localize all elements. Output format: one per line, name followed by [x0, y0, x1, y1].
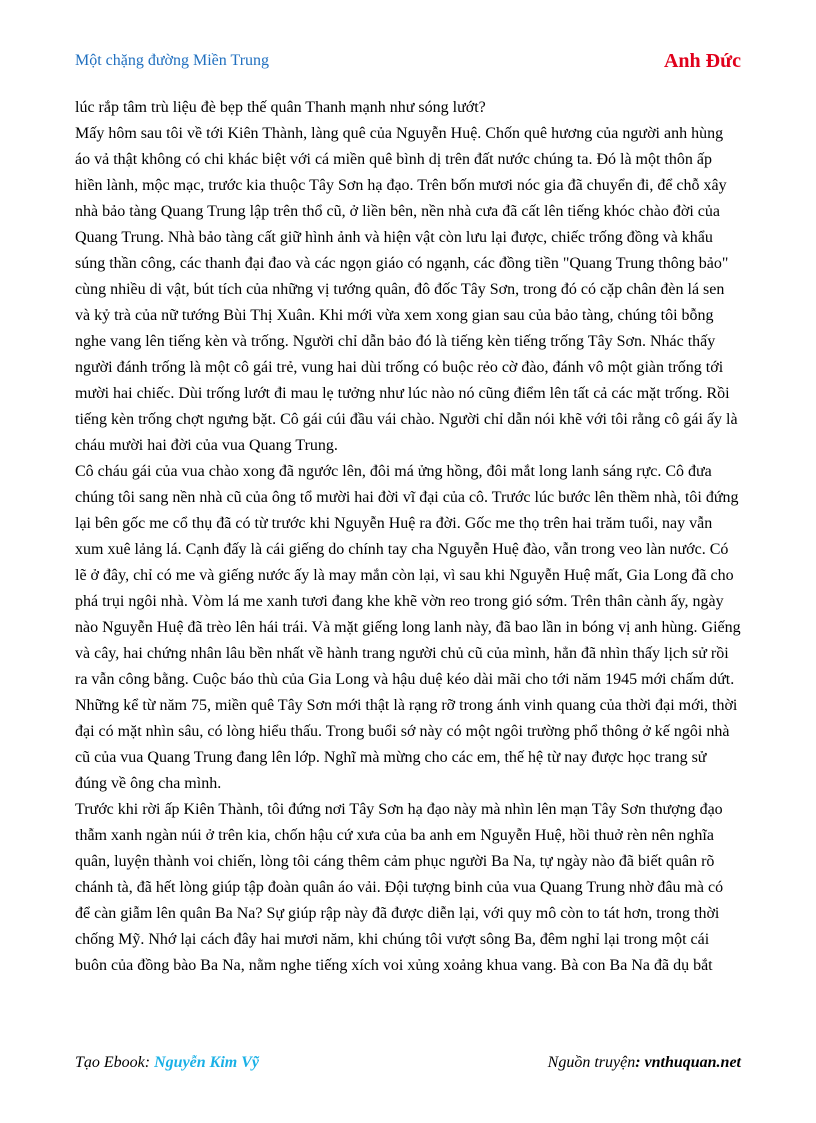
creator-separator: :: [144, 1054, 155, 1071]
paragraph: Cô cháu gái của vua chào xong đã ngước lên, đôi má ửng hồng, đôi mắt long lanh sáng rực. Cô đưa chúng tôi sang nền nhà cũ của ông tổ mười hai đời vĩ đại của cô. Trước lúc bước lên thềm nhà, tôi đứng lại bên gốc me cổ thụ đã có từ trước khi Nguyễn Huệ ra đời. Gốc me thọ trên hai trăm tuổi, nay vẫn xum xuê lảng lá. Cạnh đấy là cái giếng do chính tay cha Nguyễn Huệ đào, vẫn trong veo làn nước. Có lẽ ở đây, chỉ có me và giếng nước ấy là may mắn còn lại, vì sau khi Nguyễn Huệ mất, Gia Long đã cho phá trụi ngôi nhà. Vòm lá me xanh tươi đang khe khẽ vờn reo trong gió sớm. Trên thân cành ấy, ngày nào Nguyễn Huệ đã trèo lên hái trái. Và mặt giếng long lanh này, đã bao lần in bóng vị anh hùng. Giếng và cây, hai chứng nhân lâu bền nhất về hành trang người chủ cũ của mình, hẳn đã nhìn thấy lịch sử rồi ra vẫn công bằng. Cuộc báo thù của Gia Long và hậu duệ kéo dài mãi cho tới năm 1945 mới chấm dứt. Những kể từ năm 75, miền quê Tây Sơn mới thật là rạng rỡ trong ánh vinh quang của thời đại mới, thời đại có mặt nhìn sâu, có lòng hiểu thấu. Trong buổi sớ này có một ngôi trường phổ thông ở kế ngôi nhà cũ của vua Quang Trung đang lên lớp. Nghĩ mà mừng cho các em, thế hệ từ nay được học trang sử đúng về ông cha mình.: [75, 463, 741, 792]
creator-name: Nguyễn Kim Vỹ: [154, 1054, 259, 1071]
body-text: [75, 95, 741, 979]
source-site[interactable]: vnthuquan.net: [644, 1054, 741, 1071]
author-name: Anh Đức: [663, 50, 741, 72]
paragraph: lúc rắp tâm trù liệu đè bẹp thế quân Thanh mạnh như sóng lướt?: [75, 99, 486, 116]
source-separator: :: [635, 1054, 645, 1071]
book-title: Một chặng đường Miền Trung: [75, 52, 270, 69]
source-label: Nguồn truyện: [547, 1054, 636, 1071]
ebook-credit: [75, 1054, 259, 1072]
source-credit: [548, 1054, 741, 1072]
paragraph: Mấy hôm sau tôi về tới Kiên Thành, làng quê của Nguyễn Huệ. Chốn quê hương của người anh hùng áo vả thật không có chi khác biệt với cá miền quê bình dị trên đất nước chúng ta. Đó là một thôn ấp hiền lành, mộc mạc, trước kia thuộc Tây Sơn hạ đạo. Trên bốn mươi nóc gia đã chuyển đi, để chỗ xây nhà bảo tàng Quang Trung lập trên thổ cũ, ở liền bên, nền nhà cưa đã cất lên tiếng khóc chào đời của Quang Trung. Nhà bảo tàng cất giữ hình ảnh và hiện vật còn lưu lại được, chiếc trống đồng và khẩu súng thần công, các thanh đại đao và các ngọn giáo có ngạnh, các đồng tiền "Quang Trung thông bảo" cùng nhiều di vật, bút tích của những vị tướng quân, đô đốc Tây Sơn, trong đó có cặp chân đèn lá sen và kỷ trà của nữ tướng Bùi Thị Xuân. Khi mới vừa xem xong gian sau của bảo tàng, chúng tôi bỗng nghe vang lên tiếng kèn và trống. Người chỉ dẫn bảo đó là tiếng kèn tiếng trống Tây Sơn. Nhác thấy người đánh trống là một cô gái trẻ, vung hai dùi trống có buộc rẻo cờ đào, đánh vô một giàn trống tới mười hai chiếc. Dùi trống lướt đi mau lẹ tưởng như lúc nào nó cũng điểm lên tất cả các mặt trống. Rồi tiếng kèn trống chợt ngưng bặt. Cô gái cúi đầu vái chào. Người chỉ dẫn nói khẽ với tôi rằng cô gái ấy là cháu mười hai đời của vua Quang Trung.: [75, 125, 738, 454]
creator-label: Tạo Ebook: [75, 1054, 145, 1071]
page-header: [75, 50, 741, 76]
paragraph: Trước khi rời ấp Kiên Thành, tôi đứng nơi Tây Sơn hạ đạo này mà nhìn lên mạn Tây Sơn thượng đạo thẫm xanh ngàn núi ở trên kia, chốn hậu cứ xưa của ba anh em Nguyễn Huệ, hồi thuở rèn nên nghĩa quân, luyện thành voi chiến, lòng tôi cáng thêm cảm phục người Ba Na, tự ngày nào đã biết quân rõ chánh tà, đã hết lòng giúp tập đoàn quân áo vải. Đội tượng binh của vua Quang Trung nhờ đâu mà có để càn giẫm lên quân Ba Na? Sự giúp rập này đã được diễn lại, với quy mô còn to tát hơn, trong thời chống Mỹ. Nhớ lại cách đây hai mươi năm, khi chúng tôi vượt sông Ba, đêm nghỉ lại trong một cái buôn của đồng bào Ba Na, nằm nghe tiếng xích voi xủng xoảng khua vang. Bà con Ba Na đã dụ bắt: [75, 801, 724, 974]
page-footer: [75, 1054, 741, 1076]
